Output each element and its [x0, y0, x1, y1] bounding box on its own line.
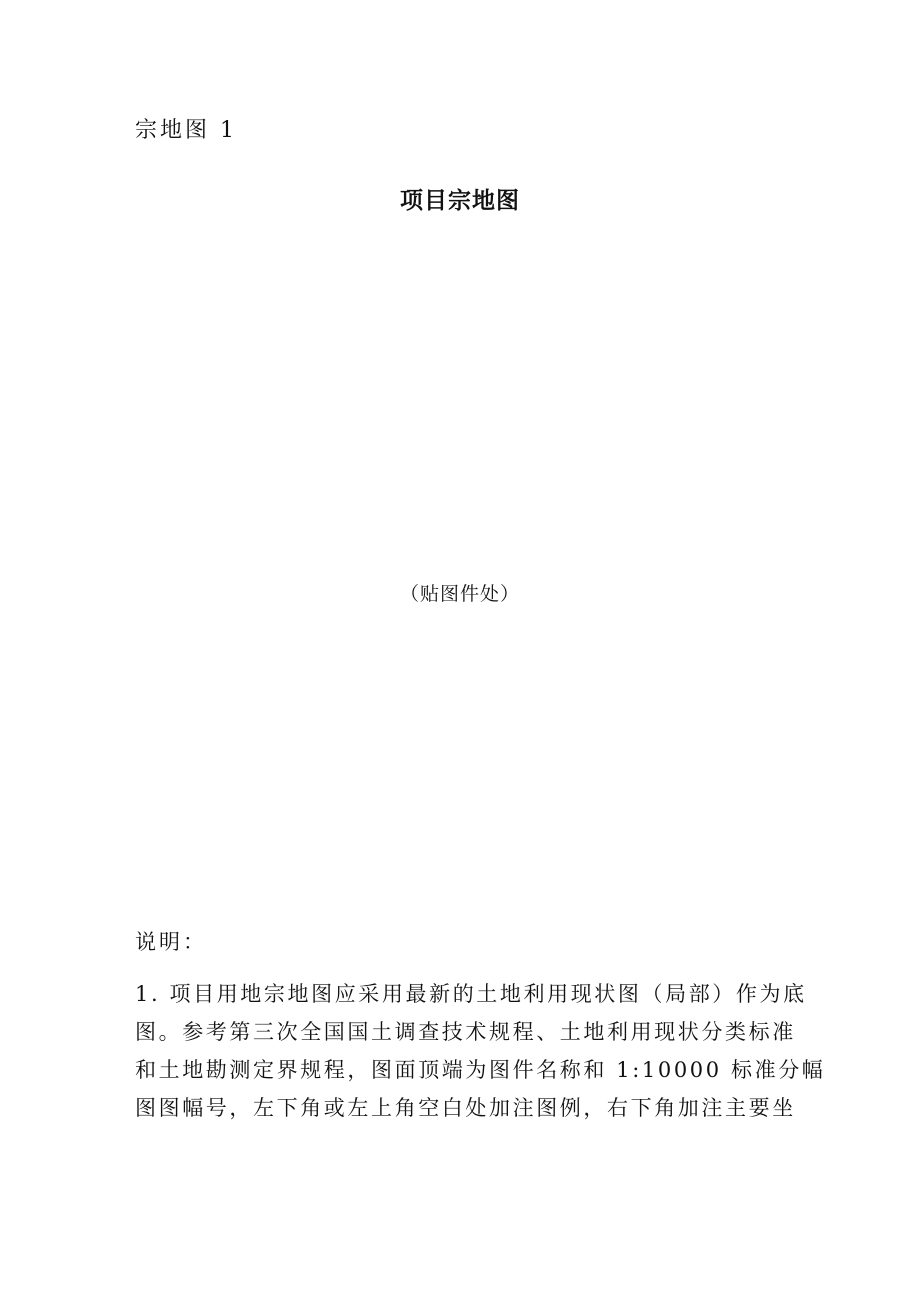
notes-line: 图图幅号，左下角或左上角空白处加注图例，右下角加注主要坐: [135, 1096, 796, 1120]
figure-label: 宗地图 1: [135, 118, 237, 143]
notes-line: 图。参考第三次全国国土调查技术规程、土地利用现状分类标准: [135, 1020, 796, 1044]
notes-paragraph: [135, 975, 826, 1127]
notes-line: 和土地勘测定界规程，图面顶端为图件名称和 1:10000 标准分幅: [135, 1058, 826, 1082]
image-placeholder-text: （贴图件处）: [399, 583, 520, 605]
notes-line: 1. 项目用地宗地图应采用最新的土地利用现状图（局部）作为底: [135, 982, 807, 1006]
page-title: 项目宗地图: [400, 188, 520, 214]
notes-heading: 说明：: [135, 930, 207, 954]
